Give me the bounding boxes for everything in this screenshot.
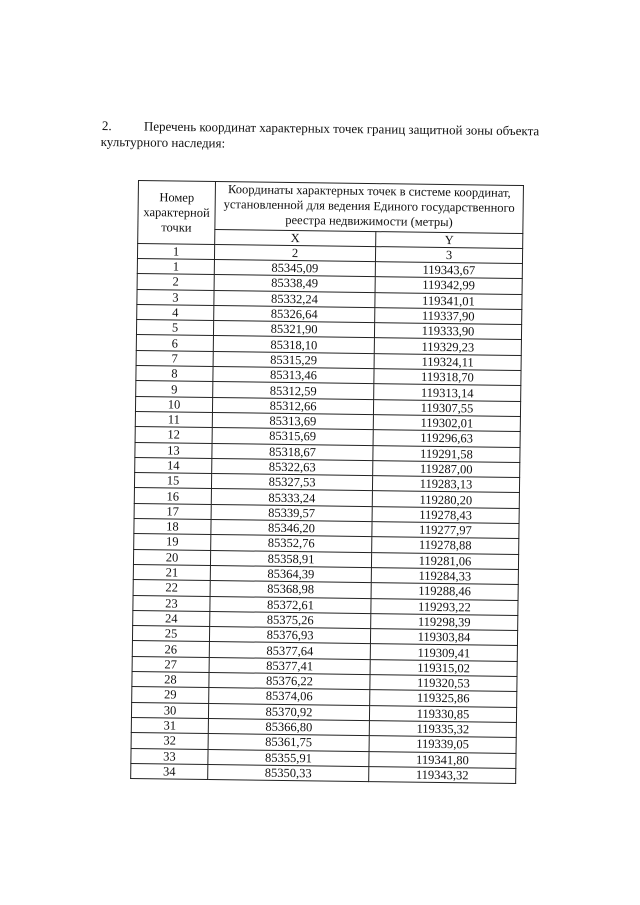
x-coordinate-cell: 85313,46 [213, 367, 374, 384]
x-coordinate-cell: 85338,49 [214, 275, 375, 292]
point-number-cell: 17 [134, 503, 211, 519]
y-coordinate-cell: 119341,01 [375, 292, 522, 309]
x-coordinate-cell: 85377,64 [209, 642, 370, 659]
point-number-cell: 22 [133, 580, 210, 596]
x-coordinate-cell: 85377,41 [209, 657, 370, 674]
y-coordinate-cell: 119296,63 [373, 430, 520, 447]
x-coordinate-cell: 85315,69 [212, 428, 373, 445]
point-number-cell: 11 [135, 411, 212, 427]
x-coordinate-cell: 85318,10 [213, 336, 374, 353]
point-number-cell: 32 [131, 733, 208, 749]
y-coordinate-cell: 119318,70 [374, 369, 521, 386]
y-coordinate-cell: 119291,58 [373, 445, 520, 462]
point-number-cell: 5 [136, 320, 213, 336]
y-coordinate-cell: 119325,86 [370, 690, 517, 707]
x-coordinate-cell: 85368,98 [210, 581, 371, 598]
point-number-cell: 24 [133, 610, 210, 626]
point-number-cell: 19 [134, 534, 211, 550]
point-number-cell: 1 [137, 258, 214, 274]
header-y: Y [376, 232, 523, 249]
y-coordinate-cell: 119303,84 [370, 629, 517, 646]
x-coordinate-cell: 85376,93 [209, 627, 370, 644]
point-number-cell: 28 [132, 671, 209, 687]
section-number: 2. [101, 118, 112, 134]
column-number-3: 3 [375, 247, 522, 264]
y-coordinate-cell: 119288,46 [371, 583, 518, 600]
section-title-line-2: культурного наследия: [100, 133, 226, 151]
x-coordinate-cell: 85312,59 [213, 382, 374, 399]
x-coordinate-cell: 85374,06 [209, 688, 370, 705]
column-number-2: 2 [214, 245, 375, 262]
point-number-cell: 20 [133, 549, 210, 565]
y-coordinate-cell: 119283,13 [372, 476, 519, 493]
x-coordinate-cell: 85376,22 [209, 672, 370, 689]
x-coordinate-cell: 85321,90 [213, 321, 374, 338]
y-coordinate-cell: 119281,06 [371, 552, 518, 569]
point-number-cell: 2 [137, 274, 214, 290]
point-number-cell: 21 [133, 564, 210, 580]
x-coordinate-cell: 85327,53 [211, 474, 372, 491]
y-coordinate-cell: 119278,88 [372, 537, 519, 554]
table-body [131, 258, 523, 783]
header-coordinates: Координаты характерных точек в системе координат, установленной для ведения Единого государственного реестра недвижимости (метры) [215, 182, 524, 234]
y-coordinate-cell: 119278,43 [372, 506, 519, 523]
header-x: X [215, 230, 376, 247]
y-coordinate-cell: 119307,55 [373, 399, 520, 416]
point-number-cell: 14 [135, 457, 212, 473]
x-coordinate-cell: 85352,76 [211, 535, 372, 552]
point-number-cell: 31 [131, 717, 208, 733]
coordinates-table [130, 180, 524, 784]
point-number-cell: 26 [132, 641, 209, 657]
y-coordinate-cell: 119342,99 [375, 277, 522, 294]
x-coordinate-cell: 85366,80 [208, 718, 369, 735]
table-header-row [138, 181, 524, 234]
x-coordinate-cell: 85326,64 [214, 305, 375, 322]
y-coordinate-cell: 119280,20 [372, 491, 519, 508]
x-coordinate-cell: 85370,92 [208, 703, 369, 720]
point-number-cell: 23 [133, 595, 210, 611]
point-number-cell: 6 [136, 335, 213, 351]
x-coordinate-cell: 85345,09 [214, 260, 375, 277]
x-coordinate-cell: 85313,69 [212, 412, 373, 429]
x-coordinate-cell: 85375,26 [210, 611, 371, 628]
x-coordinate-cell: 85339,57 [211, 504, 372, 521]
y-coordinate-cell: 119333,90 [374, 323, 521, 340]
y-coordinate-cell: 119339,05 [369, 736, 516, 753]
point-number-cell: 15 [134, 473, 211, 489]
y-coordinate-cell: 119330,85 [369, 705, 516, 722]
point-number-cell: 25 [132, 626, 209, 642]
point-number-cell: 3 [137, 289, 214, 305]
x-coordinate-cell: 85312,66 [212, 397, 373, 414]
x-coordinate-cell: 85333,24 [211, 489, 372, 506]
point-number-cell: 30 [131, 702, 208, 718]
y-coordinate-cell: 119324,11 [374, 353, 521, 370]
section-heading [102, 118, 552, 155]
point-number-cell: 33 [131, 748, 208, 764]
point-number-cell: 27 [132, 656, 209, 672]
x-coordinate-cell: 85315,29 [213, 351, 374, 368]
point-number-cell: 18 [134, 519, 211, 535]
y-coordinate-cell: 119277,97 [372, 522, 519, 539]
point-number-cell: 13 [135, 442, 212, 458]
y-coordinate-cell: 119320,53 [370, 675, 517, 692]
x-coordinate-cell: 85322,63 [212, 458, 373, 475]
y-coordinate-cell: 119343,32 [369, 766, 516, 783]
y-coordinate-cell: 119315,02 [370, 659, 517, 676]
point-number-cell: 29 [132, 687, 209, 703]
header-point-number: Номер характерной точки [138, 181, 216, 245]
x-coordinate-cell: 85358,91 [210, 550, 371, 567]
x-coordinate-cell: 85364,39 [210, 565, 371, 582]
section-title-line-1: Перечень координат характерных точек границ защитной зоны объекта [143, 118, 540, 139]
y-coordinate-cell: 119313,14 [374, 384, 521, 401]
y-coordinate-cell: 119329,23 [374, 338, 521, 355]
column-number-1: 1 [137, 244, 214, 260]
point-number-cell: 34 [131, 763, 208, 779]
x-coordinate-cell: 85318,67 [212, 443, 373, 460]
y-coordinate-cell: 119309,41 [370, 644, 517, 661]
point-number-cell: 8 [136, 366, 213, 382]
y-coordinate-cell: 119287,00 [373, 460, 520, 477]
x-coordinate-cell: 85332,24 [214, 290, 375, 307]
y-coordinate-cell: 119284,33 [371, 568, 518, 585]
x-coordinate-cell: 85361,75 [208, 734, 369, 751]
point-number-cell: 7 [136, 350, 213, 366]
x-coordinate-cell: 85372,61 [210, 596, 371, 613]
y-coordinate-cell: 119337,90 [375, 308, 522, 325]
point-number-cell: 9 [136, 381, 213, 397]
point-number-cell: 16 [134, 488, 211, 504]
y-coordinate-cell: 119335,32 [369, 720, 516, 737]
y-coordinate-cell: 119341,80 [369, 751, 516, 768]
point-number-cell: 4 [137, 304, 214, 320]
y-coordinate-cell: 119302,01 [373, 415, 520, 432]
y-coordinate-cell: 119293,22 [371, 598, 518, 615]
point-number-cell: 12 [135, 427, 212, 443]
y-coordinate-cell: 119298,39 [371, 613, 518, 630]
point-number-cell: 10 [135, 396, 212, 412]
y-coordinate-cell: 119343,67 [375, 262, 522, 279]
x-coordinate-cell: 85350,33 [208, 764, 369, 781]
x-coordinate-cell: 85355,91 [208, 749, 369, 766]
x-coordinate-cell: 85346,20 [211, 520, 372, 537]
